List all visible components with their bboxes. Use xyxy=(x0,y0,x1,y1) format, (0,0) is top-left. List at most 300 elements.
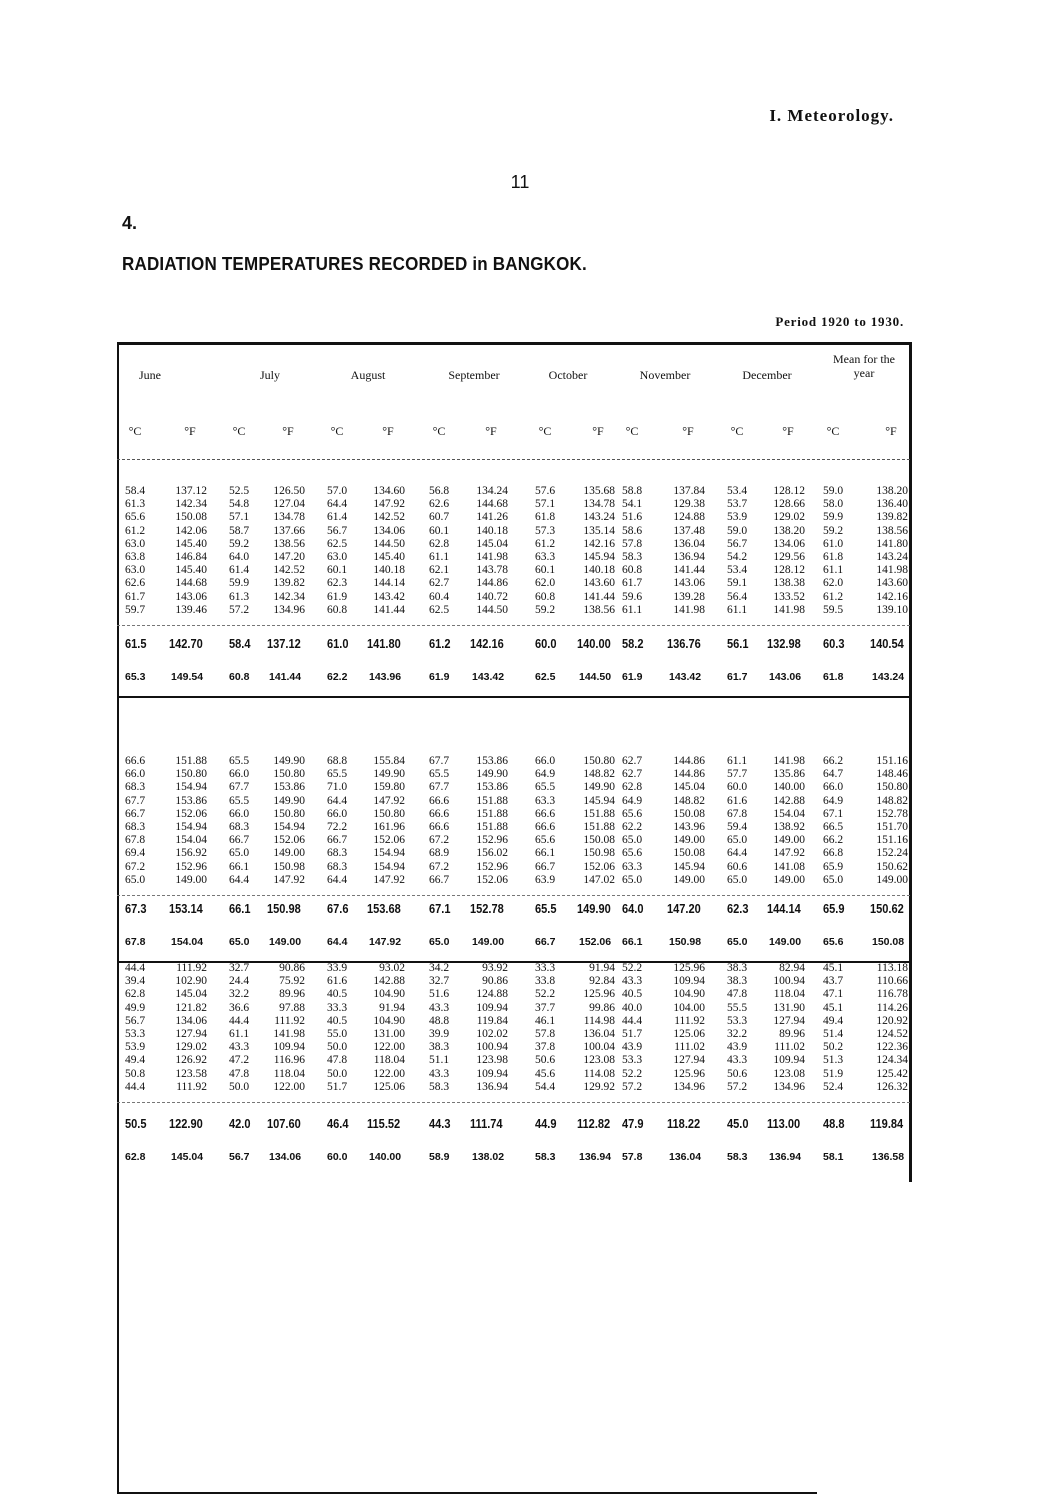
header-separator xyxy=(117,459,910,460)
table-cell: 64.4 xyxy=(229,873,250,886)
table-cell: 57.8 xyxy=(535,1028,556,1041)
table-cell: 66.1 xyxy=(535,847,556,860)
table-cell: 134.96 xyxy=(773,1080,805,1093)
table-cell: 68.3 xyxy=(125,821,146,834)
mean-value: 66.1 xyxy=(229,901,251,916)
table-cell: 65.6 xyxy=(622,807,643,820)
table-cell: 59.4 xyxy=(727,821,748,834)
mean-value: 119.84 xyxy=(870,1116,904,1131)
table-cell: 66.6 xyxy=(429,807,450,820)
table-cell: 147.92 xyxy=(773,847,805,860)
celsius-col-7 xyxy=(823,755,843,887)
mean-value: 147.20 xyxy=(667,901,701,916)
table-cell: 53.4 xyxy=(727,564,748,577)
table-cell: 131.90 xyxy=(773,1001,805,1014)
table-cell: 66.0 xyxy=(535,755,556,767)
table-cell: 126.92 xyxy=(175,1054,207,1067)
table-cell: 65.0 xyxy=(622,834,643,847)
mean-value: 142.70 xyxy=(169,636,203,651)
table-cell: 145.04 xyxy=(673,781,705,794)
table-cell: 152.78 xyxy=(876,807,908,820)
table-cell: 66.6 xyxy=(535,821,556,834)
table-cell: 143.60 xyxy=(876,577,908,590)
table-cell: 144.50 xyxy=(373,537,405,550)
table-cell: 32.2 xyxy=(229,988,250,1001)
table-cell: 100.04 xyxy=(583,1041,615,1054)
table-cell: 62.7 xyxy=(429,577,450,590)
table-cell: 150.08 xyxy=(583,834,615,847)
table-cell: 59.6 xyxy=(622,590,643,603)
mean-row xyxy=(117,636,912,654)
table-cell: 128.12 xyxy=(773,485,805,497)
table-cell: 66.7 xyxy=(327,834,348,847)
table-cell: 60.4 xyxy=(429,590,450,603)
table-cell: 136.04 xyxy=(673,537,705,550)
table-cell: 152.96 xyxy=(175,860,207,873)
extreme-value: 58.3 xyxy=(535,1151,556,1163)
table-cell: 148.82 xyxy=(583,768,615,781)
table-cell: 111.02 xyxy=(774,1041,805,1054)
table-cell: 53.3 xyxy=(125,1028,146,1041)
page-number: 11 xyxy=(510,172,530,192)
table-cell: 152.96 xyxy=(476,860,508,873)
table-cell: 119.84 xyxy=(476,1014,508,1027)
table-cell: 109.94 xyxy=(273,1041,305,1054)
table-cell: 150.80 xyxy=(273,807,305,820)
table-cell: 59.2 xyxy=(535,603,556,616)
table-cell: 66.6 xyxy=(429,794,450,807)
table-cell: 33.3 xyxy=(535,962,556,974)
table-cell: 44.4 xyxy=(229,1014,250,1027)
table-cell: 114.98 xyxy=(583,1014,615,1027)
celsius-col-5 xyxy=(622,755,642,887)
table-cell: 66.8 xyxy=(823,847,844,860)
table-cell: 100.94 xyxy=(476,1041,508,1054)
extreme-value: 57.8 xyxy=(622,1151,643,1163)
table-cell: 64.4 xyxy=(727,847,748,860)
table-cell: 140.18 xyxy=(373,564,405,577)
table-cell: 63.3 xyxy=(535,794,556,807)
table-cell: 104.90 xyxy=(373,1014,405,1027)
extreme-value: 143.42 xyxy=(669,671,702,683)
unit-f-3: °F xyxy=(485,424,497,438)
table-cell: 123.98 xyxy=(476,1054,508,1067)
table-cell: 50.6 xyxy=(727,1067,748,1080)
table-cell: 151.88 xyxy=(476,821,508,834)
table-cell: 144.68 xyxy=(175,577,207,590)
table-cell: 143.60 xyxy=(583,577,615,590)
mean-value: 48.8 xyxy=(823,1116,845,1131)
table-cell: 100.94 xyxy=(773,975,805,988)
table-cell: 161.96 xyxy=(373,821,405,834)
mean-value: 56.1 xyxy=(727,636,749,651)
mean-value: 45.0 xyxy=(727,1116,749,1131)
table-cell: 65.5 xyxy=(535,781,556,794)
table-cell: 134.06 xyxy=(373,524,405,537)
table-cell: 150.80 xyxy=(273,768,305,781)
table-cell: 147.92 xyxy=(273,873,305,886)
table-cell: 149.00 xyxy=(175,873,207,886)
table-cell: 104.00 xyxy=(673,1001,705,1014)
table-cell: 142.34 xyxy=(273,590,305,603)
table-cell: 53.4 xyxy=(727,485,748,497)
table-cell: 139.82 xyxy=(876,511,908,524)
table-cell: 134.78 xyxy=(273,511,305,524)
table-cell: 43.7 xyxy=(823,975,844,988)
table-cell: 64.0 xyxy=(229,551,250,564)
fahrenheit-col-3 xyxy=(464,962,508,1094)
mean-value: 67.6 xyxy=(327,901,349,916)
extreme-value: 64.4 xyxy=(327,936,348,948)
extreme-value: 134.06 xyxy=(269,1151,302,1163)
table-cell: 66.6 xyxy=(535,807,556,820)
month-june: June xyxy=(139,368,161,382)
table-cell: 116.96 xyxy=(273,1054,305,1067)
table-cell: 68.9 xyxy=(429,847,450,860)
celsius-col-1 xyxy=(229,485,249,617)
table-cell: 67.8 xyxy=(125,834,146,847)
section-header: I. Meteorology. xyxy=(769,106,894,125)
extreme-value: 58.3 xyxy=(727,1151,748,1163)
mean-value: 50.5 xyxy=(125,1116,147,1131)
table-cell: 140.18 xyxy=(583,564,615,577)
table-cell: 125.96 xyxy=(673,1067,705,1080)
table-cell: 47.8 xyxy=(327,1054,348,1067)
table-cell: 152.06 xyxy=(373,834,405,847)
table-cell: 65.0 xyxy=(622,873,643,886)
mean-value: 122.90 xyxy=(169,1116,203,1131)
table-cell: 143.24 xyxy=(876,551,908,564)
mean-value: 132.98 xyxy=(767,636,801,651)
mean-value: 65.9 xyxy=(823,901,845,916)
table-cell: 61.6 xyxy=(727,794,748,807)
table-cell: 143.24 xyxy=(583,511,615,524)
table-cell: 51.7 xyxy=(622,1028,643,1041)
table-cell: 145.94 xyxy=(583,794,615,807)
table-cell: 123.08 xyxy=(773,1067,805,1080)
extreme-value: 65.0 xyxy=(727,936,748,948)
table-cell: 47.8 xyxy=(727,988,748,1001)
unit-c-1: °C xyxy=(232,424,246,438)
mean-value: 141.80 xyxy=(367,636,401,651)
mean-value: 152.78 xyxy=(470,901,504,916)
table-cell: 65.6 xyxy=(535,834,556,847)
table-cell: 62.7 xyxy=(622,755,643,767)
table-cell: 68.3 xyxy=(327,860,348,873)
celsius-col-4 xyxy=(535,755,555,887)
table-cell: 50.6 xyxy=(535,1054,556,1067)
extreme-value: 143.96 xyxy=(369,671,402,683)
table-cell: 134.06 xyxy=(175,1014,207,1027)
table-cell: 64.7 xyxy=(823,768,844,781)
month-header-row xyxy=(117,354,912,404)
extreme-value: 60.0 xyxy=(327,1151,348,1163)
table-cell: 134.24 xyxy=(476,485,508,497)
table-cell: 144.86 xyxy=(673,768,705,781)
mean-value: 150.62 xyxy=(870,901,904,916)
unit-c-4: °C xyxy=(538,424,552,438)
table-cell: 45.1 xyxy=(823,1001,844,1014)
table-cell: 50.2 xyxy=(823,1041,844,1054)
table-cell: 47.2 xyxy=(229,1054,250,1067)
table-cell: 39.9 xyxy=(429,1028,450,1041)
table-cell: 138.56 xyxy=(876,524,908,537)
table-cell: 138.38 xyxy=(773,577,805,590)
table-cell: 59.9 xyxy=(229,577,250,590)
table-cell: 66.6 xyxy=(125,755,146,767)
table-cell: 154.94 xyxy=(373,847,405,860)
mean-value: 153.14 xyxy=(169,901,203,916)
celsius-col-4 xyxy=(535,485,555,617)
extreme-value: 136.58 xyxy=(872,1151,905,1163)
table-cell: 67.7 xyxy=(429,755,450,767)
table-cell: 129.02 xyxy=(175,1041,207,1054)
table-cell: 140.00 xyxy=(773,781,805,794)
table-cell: 52.5 xyxy=(229,485,250,497)
table-cell: 37.7 xyxy=(535,1001,556,1014)
table-cell: 150.08 xyxy=(673,847,705,860)
table-cell: 63.0 xyxy=(125,564,146,577)
fahrenheit-col-4 xyxy=(571,755,615,887)
mean-value: 61.5 xyxy=(125,636,147,651)
extreme-value: 62.8 xyxy=(125,1151,146,1163)
table-cell: 144.50 xyxy=(476,603,508,616)
table-cell: 111.02 xyxy=(674,1041,705,1054)
extreme-value: 138.02 xyxy=(472,1151,505,1163)
table-right-rule xyxy=(909,342,912,1182)
table-cell: 152.06 xyxy=(583,860,615,873)
table-cell: 58.7 xyxy=(229,524,250,537)
table-cell: 50.0 xyxy=(327,1041,348,1054)
table-cell: 136.94 xyxy=(673,551,705,564)
extreme-value: 152.06 xyxy=(579,936,612,948)
table-cell: 127.94 xyxy=(773,1014,805,1027)
table-cell: 150.80 xyxy=(373,807,405,820)
table-cell: 57.2 xyxy=(727,1080,748,1093)
mean-value: 153.68 xyxy=(367,901,401,916)
extreme-value: 149.00 xyxy=(472,936,505,948)
unit-f-1: °F xyxy=(282,424,294,438)
table-cell: 40.0 xyxy=(622,1001,643,1014)
extreme-value: 145.04 xyxy=(171,1151,204,1163)
table-cell: 60.1 xyxy=(429,524,450,537)
table-cell: 57.3 xyxy=(535,524,556,537)
table-number: 4. xyxy=(122,213,138,233)
table-cell: 62.0 xyxy=(823,577,844,590)
table-cell: 65.5 xyxy=(229,755,250,767)
table-cell: 128.12 xyxy=(773,564,805,577)
table-cell: 69.4 xyxy=(125,847,146,860)
month-september: September xyxy=(448,368,500,382)
table-cell: 149.00 xyxy=(773,834,805,847)
table-cell: 51.4 xyxy=(823,1028,844,1041)
fahrenheit-col-7 xyxy=(864,755,908,887)
mean-value: 64.0 xyxy=(622,901,644,916)
table-cell: 38.3 xyxy=(429,1041,450,1054)
table-cell: 118.04 xyxy=(373,1054,405,1067)
table-cell: 140.72 xyxy=(476,590,508,603)
celsius-col-3 xyxy=(429,485,449,617)
table-cell: 136.94 xyxy=(476,1080,508,1093)
table-cell: 45.1 xyxy=(823,962,844,974)
extreme-row xyxy=(117,936,912,954)
table-cell: 156.02 xyxy=(476,847,508,860)
table-cell: 56.7 xyxy=(727,537,748,550)
table-cell: 145.40 xyxy=(373,551,405,564)
table-cell: 139.10 xyxy=(876,603,908,616)
mean-value: 137.12 xyxy=(267,636,301,651)
table-cell: 126.50 xyxy=(273,485,305,497)
table-cell: 60.1 xyxy=(327,564,348,577)
fahrenheit-col-5 xyxy=(661,962,705,1094)
unit-c-5: °C xyxy=(625,424,639,438)
table-cell: 68.8 xyxy=(327,755,348,767)
table-cell: 111.92 xyxy=(176,1080,207,1093)
table-cell: 149.90 xyxy=(273,755,305,767)
table-cell: 151.88 xyxy=(583,821,615,834)
fahrenheit-col-3 xyxy=(464,485,508,617)
table-cell: 38.3 xyxy=(727,975,748,988)
table-cell: 67.7 xyxy=(429,781,450,794)
table-cell: 90.86 xyxy=(279,962,305,974)
table-cell: 155.84 xyxy=(373,755,405,767)
table-cell: 65.0 xyxy=(727,873,748,886)
table-cell: 57.1 xyxy=(229,511,250,524)
table-cell: 71.0 xyxy=(327,781,348,794)
table-cell: 58.3 xyxy=(429,1080,450,1093)
celsius-col-5 xyxy=(622,485,642,617)
table-cell: 65.5 xyxy=(429,768,450,781)
table-cell: 125.96 xyxy=(583,988,615,1001)
month-november: November xyxy=(639,368,691,382)
page-title: RADIATION TEMPERATURES RECORDED in BANGKOK. xyxy=(122,253,587,274)
table-cell: 93.92 xyxy=(482,962,508,974)
table-cell: 60.0 xyxy=(727,781,748,794)
table-cell: 150.98 xyxy=(273,860,305,873)
table-cell: 141.98 xyxy=(673,603,705,616)
table-cell: 141.08 xyxy=(773,860,805,873)
table-cell: 68.3 xyxy=(327,847,348,860)
table-cell: 152.24 xyxy=(876,847,908,860)
table-cell: 134.60 xyxy=(373,485,405,497)
table-cell: 149.00 xyxy=(673,873,705,886)
table-cell: 67.2 xyxy=(429,834,450,847)
table-cell: 64.9 xyxy=(535,768,556,781)
table-cell: 151.70 xyxy=(876,821,908,834)
table-cell: 145.40 xyxy=(175,537,207,550)
extreme-value: 58.9 xyxy=(429,1151,450,1163)
extreme-value: 150.08 xyxy=(872,936,905,948)
table-cell: 151.88 xyxy=(583,807,615,820)
table-cell: 52.2 xyxy=(535,988,556,1001)
table-cell: 137.84 xyxy=(673,485,705,497)
table-cell: 82.94 xyxy=(779,962,805,974)
table-cell: 114.26 xyxy=(876,1001,908,1014)
table-cell: 142.06 xyxy=(175,524,207,537)
table-cell: 154.94 xyxy=(273,821,305,834)
fahrenheit-col-1 xyxy=(261,755,305,887)
table-cell: 151.88 xyxy=(476,794,508,807)
table-cell: 124.52 xyxy=(876,1028,908,1041)
table-cell: 61.0 xyxy=(823,537,844,550)
table-cell: 56.7 xyxy=(125,1014,146,1027)
fahrenheit-col-6 xyxy=(761,485,805,617)
table-cell: 63.3 xyxy=(535,551,556,564)
table-cell: 49.9 xyxy=(125,1001,146,1014)
celsius-col-2 xyxy=(327,962,347,1094)
table-cell: 129.38 xyxy=(673,498,705,511)
table-cell: 62.6 xyxy=(429,498,450,511)
table-cell: 59.2 xyxy=(823,524,844,537)
table-cell: 43.3 xyxy=(429,1001,450,1014)
table-cell: 125.42 xyxy=(876,1067,908,1080)
table-cell: 141.44 xyxy=(583,590,615,603)
table-cell: 149.90 xyxy=(273,794,305,807)
table-cell: 159.80 xyxy=(373,781,405,794)
table-cell: 54.4 xyxy=(535,1080,556,1093)
celsius-col-1 xyxy=(229,962,249,1094)
extreme-value: 141.44 xyxy=(269,671,302,683)
table-cell: 66.5 xyxy=(823,821,844,834)
rows-end-rule xyxy=(117,1102,910,1103)
table-cell: 91.94 xyxy=(589,962,615,974)
extreme-value: 65.0 xyxy=(429,936,450,948)
table-cell: 137.12 xyxy=(175,485,207,497)
table-cell: 61.1 xyxy=(727,755,748,767)
table-cell: 48.8 xyxy=(429,1014,450,1027)
celsius-col-3 xyxy=(429,755,449,887)
mean-value: 149.90 xyxy=(577,901,611,916)
rows-end-rule xyxy=(117,895,910,896)
fahrenheit-col-0 xyxy=(163,755,207,887)
table-cell: 89.96 xyxy=(779,1028,805,1041)
table-cell: 56.4 xyxy=(727,590,748,603)
table-cell: 122.00 xyxy=(273,1080,305,1093)
table-cell: 126.32 xyxy=(876,1080,908,1093)
table-cell: 122.00 xyxy=(373,1041,405,1054)
table-cell: 109.94 xyxy=(476,1001,508,1014)
table-cell: 153.86 xyxy=(175,794,207,807)
extreme-value: 144.50 xyxy=(579,671,612,683)
table-cell: 43.3 xyxy=(622,975,643,988)
month-august: August xyxy=(350,368,386,382)
extreme-value: 61.9 xyxy=(622,671,643,683)
table-cell: 36.6 xyxy=(229,1001,250,1014)
table-cell: 58.3 xyxy=(622,551,643,564)
unit-c-0: °C xyxy=(128,424,142,438)
table-cell: 151.88 xyxy=(476,807,508,820)
table-cell: 50.0 xyxy=(327,1067,348,1080)
table-cell: 57.7 xyxy=(727,768,748,781)
table-cell: 142.88 xyxy=(373,975,405,988)
table-cell: 65.0 xyxy=(125,873,146,886)
table-cell: 47.8 xyxy=(229,1067,250,1080)
mean-value: 65.5 xyxy=(535,901,557,916)
table-cell: 149.00 xyxy=(773,873,805,886)
table-cell: 53.9 xyxy=(727,511,748,524)
mean-value: 60.3 xyxy=(823,636,845,651)
table-cell: 61.1 xyxy=(229,1028,250,1041)
celsius-col-6 xyxy=(727,485,747,617)
table-cell: 67.2 xyxy=(429,860,450,873)
extreme-value: 66.1 xyxy=(622,936,643,948)
table-cell: 59.0 xyxy=(727,524,748,537)
extreme-value: 62.5 xyxy=(535,671,556,683)
table-cell: 60.6 xyxy=(727,860,748,873)
table-cell: 111.92 xyxy=(274,1014,305,1027)
fahrenheit-col-7 xyxy=(864,485,908,617)
table-cell: 142.16 xyxy=(583,537,615,550)
